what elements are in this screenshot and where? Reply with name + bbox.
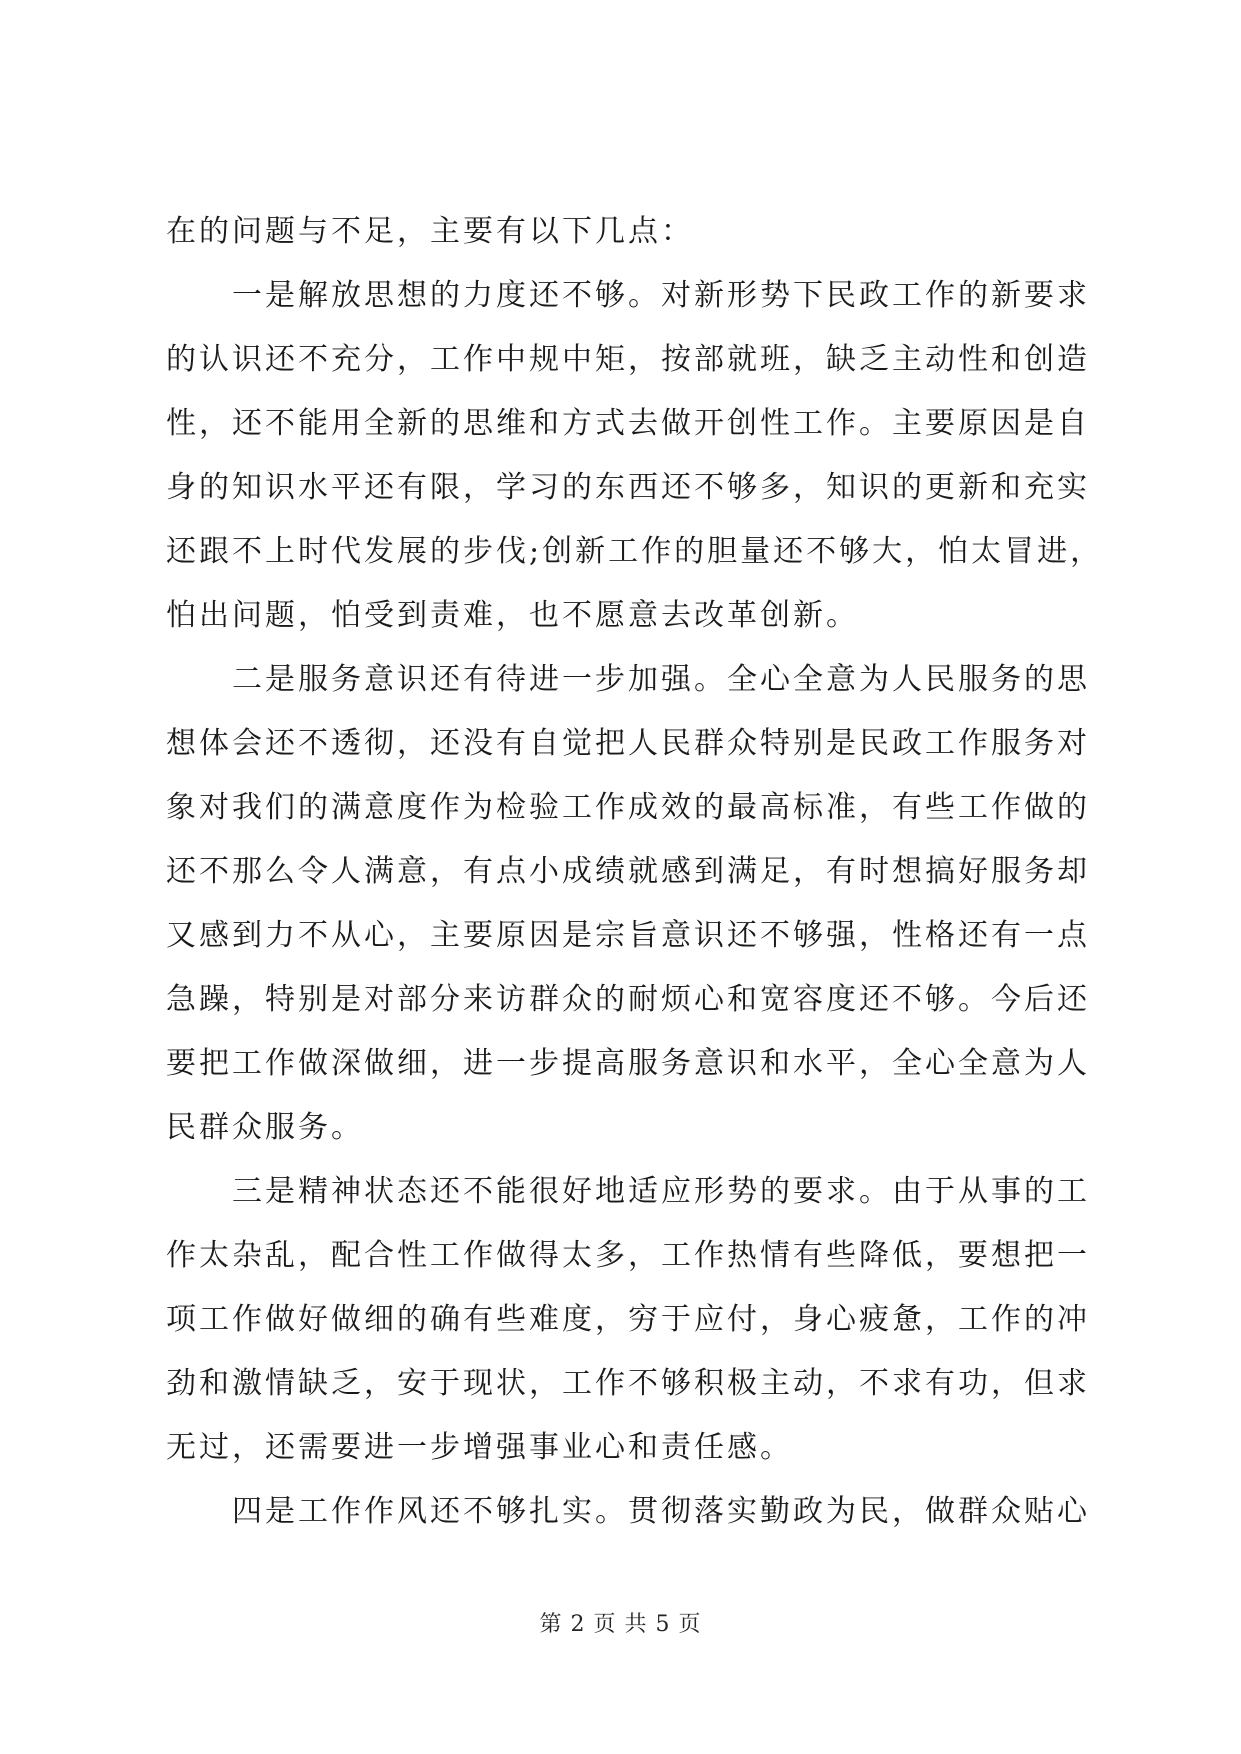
text-line: 无过，还需要进一步增强事业心和责任感。: [166, 1430, 793, 1465]
text-line: 四是工作作风还不够扎实。贯彻落实勤政为民，做群众贴心: [232, 1494, 1090, 1529]
text-line: 民群众服务。: [166, 1110, 364, 1145]
body-text: [166, 200, 1104, 1544]
text-line: 象对我们的满意度作为检验工作成效的最高标准，有些工作做的: [166, 790, 1090, 825]
text-line: 要把工作做深做细，进一步提高服务意识和水平，全心全意为人: [166, 1046, 1090, 1081]
text-line: 身的知识水平还有限，学习的东西还不够多，知识的更新和充实: [166, 470, 1090, 505]
text-line: 还不那么令人满意，有点小成绩就感到满足，有时想搞好服务却: [166, 854, 1090, 889]
text-line: 还跟不上时代发展的步伐;创新工作的胆量还不够大，怕太冒进，: [166, 534, 1104, 569]
text-line: 急躁，特别是对部分来访群众的耐烦心和宽容度还不够。今后还: [166, 982, 1090, 1017]
text-line: 怕出问题，怕受到责难，也不愿意去改革创新。: [166, 598, 859, 633]
text-line: 又感到力不从心，主要原因是宗旨意识还不够强，性格还有一点: [166, 918, 1090, 953]
text-line: 劲和激情缺乏，安于现状，工作不够积极主动，不求有功，但求: [166, 1366, 1090, 1401]
text-line: 三是精神状态还不能很好地适应形势的要求。由于从事的工: [232, 1174, 1090, 1209]
text-line: 在的问题与不足，主要有以下几点：: [166, 214, 694, 249]
page-footer: [0, 1607, 1241, 1638]
text-line: 性，还不能用全新的思维和方式去做开创性工作。主要原因是自: [166, 406, 1090, 441]
text-line: 项工作做好做细的确有些难度，穷于应付，身心疲惫，工作的冲: [166, 1302, 1090, 1337]
text-line: 作太杂乱，配合性工作做得太多，工作热情有些降低，要想把一: [166, 1238, 1090, 1273]
page-number-label: 第 2 页 共 5 页: [539, 1612, 702, 1637]
text-line: 一是解放思想的力度还不够。对新形势下民政工作的新要求: [232, 278, 1090, 313]
text-line: 二是服务意识还有待进一步加强。全心全意为人民服务的思: [232, 662, 1090, 697]
text-line: 的认识还不充分，工作中规中矩，按部就班，缺乏主动性和创造: [166, 342, 1090, 377]
text-line: 想体会还不透彻，还没有自觉把人民群众特别是民政工作服务对: [166, 726, 1090, 761]
